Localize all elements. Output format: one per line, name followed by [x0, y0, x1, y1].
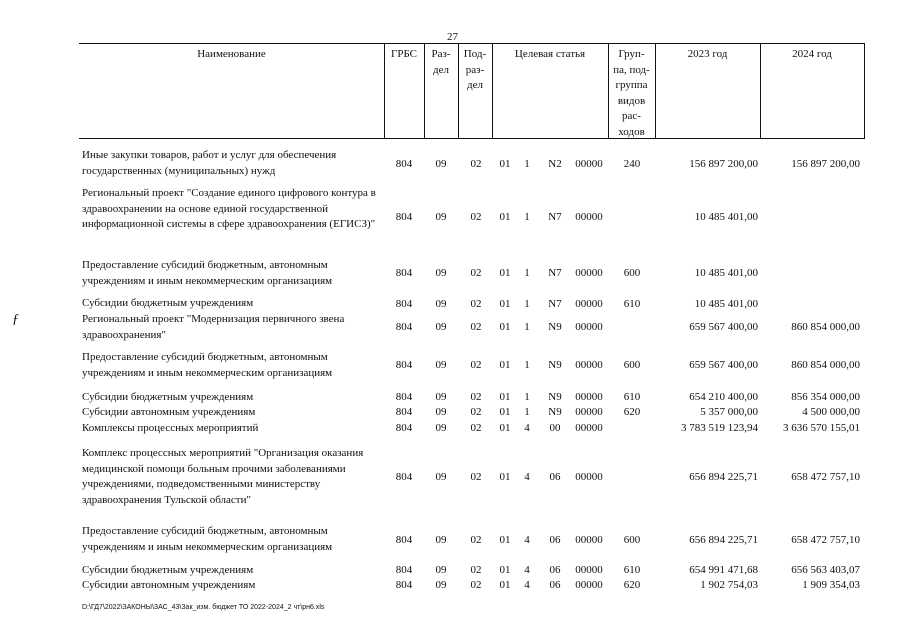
- cell-t2: 4: [524, 564, 530, 576]
- cell-y2023: 156 897 200,00: [689, 158, 758, 170]
- cell-t2: 4: [524, 471, 530, 483]
- cell-t3: 06: [549, 564, 561, 576]
- header-grbs: ГРБС: [390, 48, 418, 60]
- cell-razdel: 09: [435, 267, 447, 279]
- cell-podrazdel: 02: [470, 471, 482, 483]
- cell-y2023: 654 210 400,00: [689, 391, 758, 403]
- cell-razdel: 09: [435, 534, 447, 546]
- cell-t4: 00000: [575, 534, 603, 546]
- cell-razdel: 09: [435, 298, 447, 310]
- cell-t4: 00000: [575, 406, 603, 418]
- cell-t1: 01: [499, 321, 511, 333]
- cell-t1: 01: [499, 298, 511, 310]
- cell-vr: 240: [623, 158, 641, 170]
- cell-t3: N9: [548, 406, 562, 418]
- cell-podrazdel: 02: [470, 579, 482, 591]
- cell-grbs: 804: [395, 579, 413, 591]
- cell-y2023: 1 902 754,03: [700, 579, 758, 591]
- cell-y2024: 656 563 403,07: [791, 564, 860, 576]
- cell-grbs: 804: [395, 359, 413, 371]
- row-name: Комплекс процессных мероприятий "Организация оказания медицинской помощи больным прочими заболеваниями учреждениями, подведомственными министерству здравоохранения Тульской области": [82, 447, 364, 506]
- cell-t4: 00000: [575, 579, 603, 591]
- cell-podrazdel: 02: [470, 211, 482, 223]
- cell-y2023: 654 991 471,68: [689, 564, 758, 576]
- row-name: Субсидии бюджетным учреждениям: [82, 391, 254, 403]
- cell-razdel: 09: [435, 359, 447, 371]
- cell-t1: 01: [499, 267, 511, 279]
- cell-t3: 00: [549, 422, 561, 434]
- cell-grbs: 804: [395, 564, 413, 576]
- header-2023: 2023 год: [687, 48, 728, 60]
- cell-t3: N9: [548, 359, 562, 371]
- cell-t3: 06: [549, 471, 561, 483]
- cell-y2023: 659 567 400,00: [689, 321, 758, 333]
- cell-podrazdel: 02: [470, 359, 482, 371]
- cell-t2: 1: [524, 267, 530, 279]
- cell-t3: N7: [548, 267, 562, 279]
- cell-razdel: 09: [435, 579, 447, 591]
- header-razdel: Раз- дел: [431, 48, 451, 76]
- cell-t2: 1: [524, 211, 530, 223]
- cell-t2: 1: [524, 391, 530, 403]
- row-name: Предоставление субсидий бюджетным, автономным учреждениям и иным некоммерческим организациям: [82, 525, 333, 553]
- cell-y2024: 856 354 000,00: [791, 391, 860, 403]
- cell-t2: 1: [524, 406, 530, 418]
- cell-vr: 610: [623, 391, 641, 403]
- cell-podrazdel: 02: [470, 534, 482, 546]
- cell-t4: 00000: [575, 298, 603, 310]
- row-name: Предоставление субсидий бюджетным, автономным учреждениям и иным некоммерческим организациям: [82, 351, 333, 379]
- cell-vr: 610: [623, 298, 641, 310]
- cell-t4: 00000: [575, 321, 603, 333]
- header-podrazdel: Под- раз- дел: [463, 48, 487, 92]
- cell-razdel: 09: [435, 211, 447, 223]
- cell-razdel: 09: [435, 158, 447, 170]
- cell-t1: 01: [499, 579, 511, 591]
- cell-vr: 600: [623, 534, 641, 546]
- cell-y2024: 658 472 757,10: [791, 534, 860, 546]
- cell-t1: 01: [499, 391, 511, 403]
- cell-y2023: 5 357 000,00: [700, 406, 758, 418]
- cell-y2023: 656 894 225,71: [689, 534, 758, 546]
- cell-razdel: 09: [435, 391, 447, 403]
- cell-grbs: 804: [395, 391, 413, 403]
- cell-t3: N7: [548, 298, 562, 310]
- cell-t3: N7: [548, 211, 562, 223]
- cell-t3: N9: [548, 321, 562, 333]
- cell-y2023: 10 485 401,00: [694, 298, 758, 310]
- row-name: Субсидии автономным учреждениям: [82, 579, 256, 591]
- cell-t3: N2: [548, 158, 562, 170]
- cell-y2023: 10 485 401,00: [694, 211, 758, 223]
- cell-podrazdel: 02: [470, 422, 482, 434]
- cell-y2023: 10 485 401,00: [694, 267, 758, 279]
- cell-t2: 1: [524, 359, 530, 371]
- cell-t3: N9: [548, 391, 562, 403]
- row-name: Региональный проект "Модернизация первичного звена здравоохранения": [82, 313, 345, 341]
- cell-grbs: 804: [395, 211, 413, 223]
- cell-grbs: 804: [395, 534, 413, 546]
- cell-podrazdel: 02: [470, 267, 482, 279]
- cell-y2023: 656 894 225,71: [689, 471, 758, 483]
- row-name: Комплексы процессных мероприятий: [82, 422, 259, 434]
- cell-podrazdel: 02: [470, 391, 482, 403]
- cell-t2: 1: [524, 158, 530, 170]
- cell-razdel: 09: [435, 422, 447, 434]
- cell-t4: 00000: [575, 158, 603, 170]
- cell-t1: 01: [499, 422, 511, 434]
- cell-y2024: 4 500 000,00: [802, 406, 860, 418]
- cell-grbs: 804: [395, 321, 413, 333]
- cell-t1: 01: [499, 406, 511, 418]
- margin-handwritten-mark: ƒ: [12, 312, 19, 327]
- page-number: 27: [447, 31, 458, 43]
- cell-y2024: 860 854 000,00: [791, 321, 860, 333]
- cell-y2024: 156 897 200,00: [791, 158, 860, 170]
- row-name: Региональный проект "Создание единого цифрового контура в здравоохранении на основе единой государственной информационной системы в сфере здравоохранения (ЕГИСЗ)": [82, 187, 376, 231]
- cell-grbs: 804: [395, 298, 413, 310]
- cell-vr: 610: [623, 564, 641, 576]
- cell-vr: 600: [623, 267, 641, 279]
- row-name: Субсидии бюджетным учреждениям: [82, 564, 254, 576]
- cell-razdel: 09: [435, 564, 447, 576]
- cell-y2024: 1 909 354,03: [802, 579, 860, 591]
- cell-t3: 06: [549, 579, 561, 591]
- cell-grbs: 804: [395, 422, 413, 434]
- cell-t2: 4: [524, 534, 530, 546]
- row-name: Иные закупки товаров, работ и услуг для обеспечения государственных (муниципальных) нужд: [82, 149, 337, 177]
- cell-t1: 01: [499, 471, 511, 483]
- cell-y2024: 860 854 000,00: [791, 359, 860, 371]
- cell-t4: 00000: [575, 564, 603, 576]
- file-path-footer: D:\ГД7\2022\ЗАКОНЫ\ЗАС_43\Зак_изм. бюджет ТО 2022-2024_2 чт\рн6.xls: [82, 604, 325, 611]
- cell-t4: 00000: [575, 359, 603, 371]
- row-name: Предоставление субсидий бюджетным, автономным учреждениям и иным некоммерческим организациям: [82, 259, 333, 287]
- cell-t4: 00000: [575, 471, 603, 483]
- cell-t2: 4: [524, 422, 530, 434]
- cell-t1: 01: [499, 158, 511, 170]
- cell-y2023: 3 783 519 123,94: [681, 422, 758, 434]
- cell-razdel: 09: [435, 471, 447, 483]
- cell-grbs: 804: [395, 471, 413, 483]
- cell-t1: 01: [499, 211, 511, 223]
- cell-grbs: 804: [395, 267, 413, 279]
- cell-t4: 00000: [575, 422, 603, 434]
- cell-podrazdel: 02: [470, 158, 482, 170]
- cell-t1: 01: [499, 534, 511, 546]
- cell-razdel: 09: [435, 406, 447, 418]
- cell-y2024: 658 472 757,10: [791, 471, 860, 483]
- header-vid-rashodov: Груп- па, под- группа видов рас- ходов: [613, 48, 650, 138]
- row-name: Субсидии бюджетным учреждениям: [82, 297, 254, 309]
- cell-t1: 01: [499, 359, 511, 371]
- header-2024: 2024 год: [792, 48, 832, 60]
- row-name: Субсидии автономным учреждениям: [82, 406, 256, 418]
- cell-vr: 620: [623, 579, 641, 591]
- header-name: Наименование: [197, 48, 266, 60]
- cell-grbs: 804: [395, 158, 413, 170]
- cell-t2: 4: [524, 579, 530, 591]
- cell-y2024: 3 636 570 155,01: [783, 422, 860, 434]
- header-celevaya: Целевая статья: [514, 48, 586, 60]
- cell-t2: 1: [524, 298, 530, 310]
- cell-t2: 1: [524, 321, 530, 333]
- cell-podrazdel: 02: [470, 406, 482, 418]
- cell-vr: 620: [623, 406, 641, 418]
- cell-razdel: 09: [435, 321, 447, 333]
- cell-vr: 600: [623, 359, 641, 371]
- cell-grbs: 804: [395, 406, 413, 418]
- cell-t3: 06: [549, 534, 561, 546]
- cell-y2023: 659 567 400,00: [689, 359, 758, 371]
- cell-t1: 01: [499, 564, 511, 576]
- cell-t4: 00000: [575, 267, 603, 279]
- cell-t4: 00000: [575, 391, 603, 403]
- cell-t4: 00000: [575, 211, 603, 223]
- cell-podrazdel: 02: [470, 564, 482, 576]
- cell-podrazdel: 02: [470, 321, 482, 333]
- cell-podrazdel: 02: [470, 298, 482, 310]
